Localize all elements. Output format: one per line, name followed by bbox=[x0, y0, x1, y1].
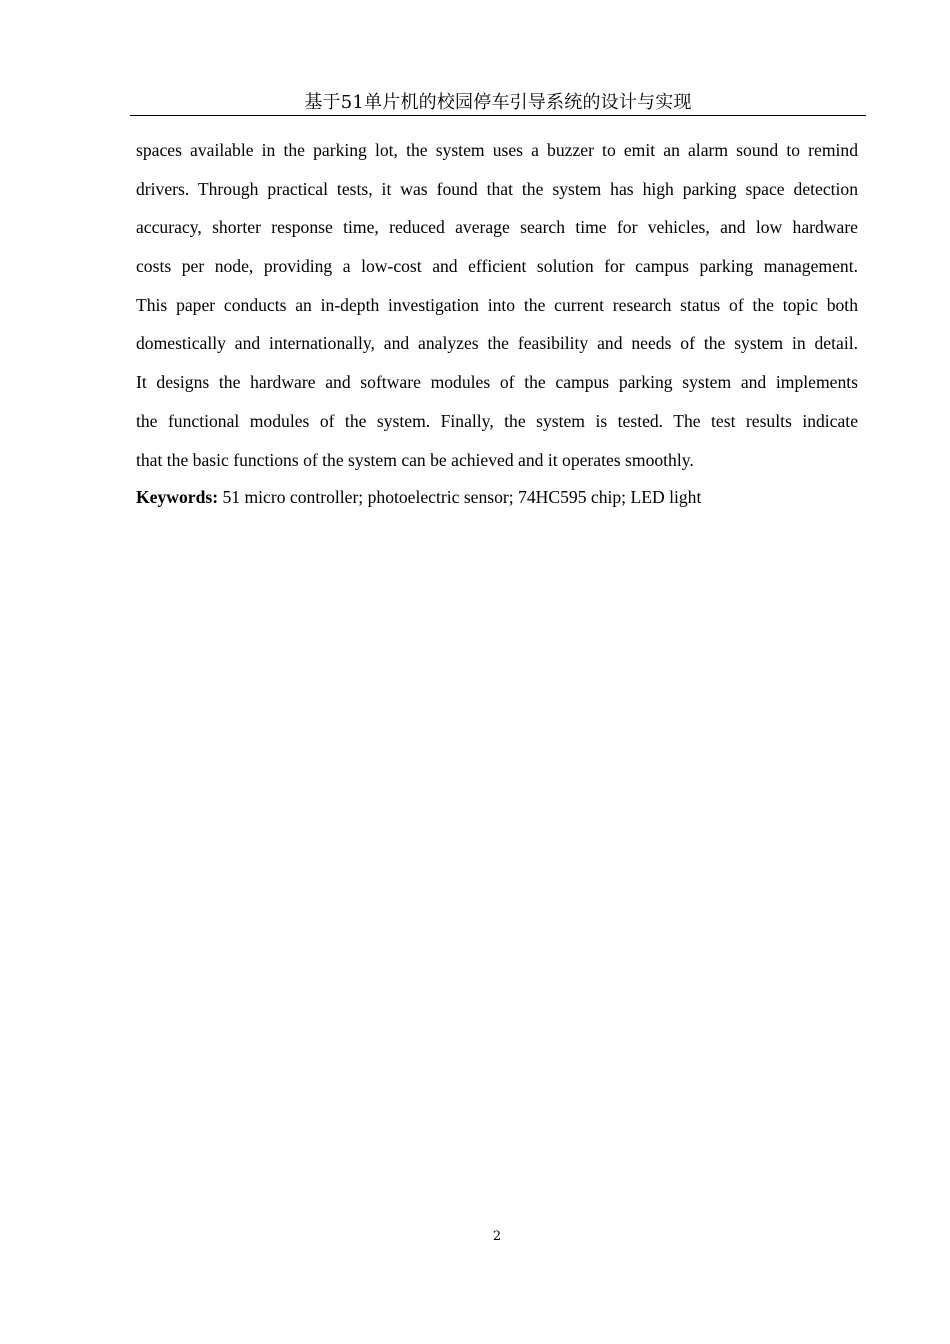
abstract-line: spaces available in the parking lot, the system uses a buzzer to emit an alarm sound to remind bbox=[136, 140, 858, 160]
abstract-line: costs per node, providing a low-cost and efficient solution for campus parking management. bbox=[136, 256, 858, 277]
abstract-body bbox=[136, 131, 858, 479]
abstract-line: the functional modules of the system. Finally, the system is tested. The test results indicate bbox=[136, 410, 858, 431]
keywords-text: 51 micro controller; photoelectric sensor; 74HC595 chip; LED light bbox=[218, 487, 702, 507]
abstract-line: that the basic functions of the system can be achieved and it operates smoothly. bbox=[136, 449, 694, 470]
keywords-line bbox=[136, 484, 858, 510]
keywords-label: Keywords: bbox=[136, 487, 219, 507]
abstract-line: It designs the hardware and software modules of the campus parking system and implements bbox=[136, 372, 858, 393]
abstract-line: This paper conducts an in-depth investigation into the current research status of the topic both bbox=[136, 294, 858, 315]
abstract-line: accuracy, shorter response time, reduced average search time for vehicles, and low hardware bbox=[136, 217, 858, 238]
running-header: 基于51单片机的校园停车引导系统的设计与实现 bbox=[304, 92, 692, 113]
page-number: 2 bbox=[492, 1229, 502, 1244]
abstract-line: drivers. Through practical tests, it was found that the system has high parking space detection bbox=[136, 178, 858, 199]
header-rule bbox=[130, 115, 866, 116]
abstract-line: domestically and internationally, and analyzes the feasibility and needs of the system in detail. bbox=[136, 333, 858, 354]
